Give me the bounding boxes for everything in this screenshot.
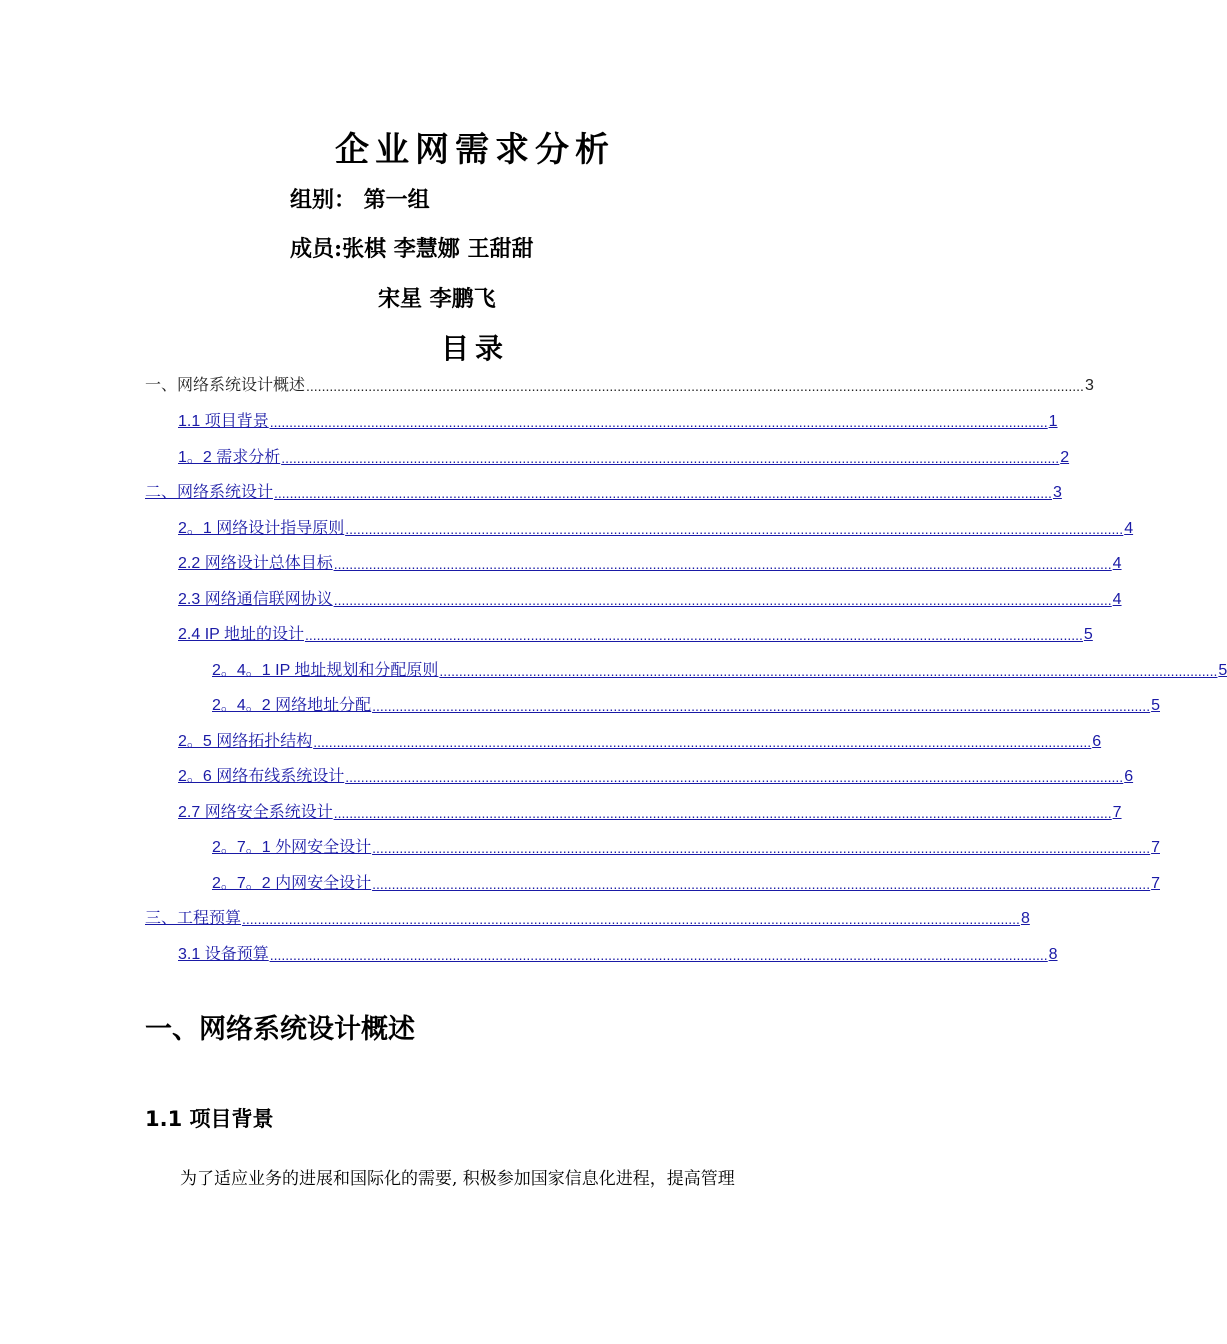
- toc-page-number: 4: [1112, 591, 1122, 608]
- toc-entry[interactable]: [145, 905, 1030, 929]
- toc-dot-leader: ........................................................................................................................................................................................................: [333, 592, 1112, 608]
- toc-entry-title: 2.3 网络通信联网协议: [178, 591, 333, 608]
- toc-dot-leader: ........................................................................................................................................................................................................: [372, 876, 1151, 892]
- toc-entry[interactable]: [178, 763, 1134, 787]
- toc-entry-title: 3.1 设备预算: [178, 946, 269, 963]
- toc-page-number: 8: [1020, 910, 1030, 927]
- toc-page-number: 1: [1048, 413, 1058, 430]
- toc-page-number: 5: [1218, 662, 1227, 679]
- toc-dot-leader: ........................................................................................................................................................................................................: [242, 911, 1020, 927]
- toc-entry[interactable]: [178, 550, 1122, 574]
- toc-dot-leader: ........................................................................................................................................................................................................: [274, 485, 1052, 501]
- toc-entry[interactable]: [178, 586, 1122, 610]
- toc-entry[interactable]: [178, 941, 1058, 965]
- document-title: 企业网需求分析: [335, 130, 615, 170]
- toc-entry[interactable]: [145, 479, 1062, 503]
- toc-entry[interactable]: [178, 444, 1070, 468]
- toc-page-number: 7: [1151, 839, 1160, 856]
- toc-dot-leader: ........................................................................................................................................................................................................: [439, 663, 1218, 679]
- toc-dot-leader: ........................................................................................................................................................................................................: [345, 521, 1124, 537]
- toc-page-number: 6: [1124, 768, 1134, 785]
- toc-entry-title: 2。4。1 IP 地址规划和分配原则: [212, 662, 439, 679]
- toc-entry-title: 2.4 IP 地址的设计: [178, 626, 304, 643]
- toc-entry[interactable]: [178, 728, 1102, 752]
- toc-dot-leader: ........................................................................................................................................................................................................: [313, 734, 1092, 750]
- toc-entry[interactable]: [178, 515, 1134, 539]
- toc-entry-title: 2。4。2 网络地址分配: [212, 697, 372, 714]
- toc-entry-title: 1。2 需求分析: [178, 449, 281, 466]
- toc-dot-leader: ........................................................................................................................................................................................................: [269, 414, 1048, 430]
- toc-dot-leader: ........................................................................................................................................................................................................: [372, 840, 1151, 856]
- toc-entry-title: 二、网络系统设计: [145, 484, 274, 501]
- members-line-1: 成员:张棋 李慧娜 王甜甜: [290, 236, 534, 262]
- toc-dot-leader: ........................................................................................................................................................................................................: [306, 378, 1084, 394]
- toc-entry-title: 2。5 网络拓扑结构: [178, 733, 313, 750]
- toc-page-number: 8: [1048, 946, 1058, 963]
- toc-entry-title: 三、工程预算: [145, 910, 242, 927]
- toc-entry[interactable]: [212, 692, 1160, 716]
- subsection-heading: 1.1 项目背景: [145, 1107, 274, 1131]
- toc-page-number: 5: [1151, 697, 1160, 714]
- toc-dot-leader: ........................................................................................................................................................................................................: [333, 556, 1112, 572]
- toc-page-number: 4: [1112, 555, 1122, 572]
- toc-page-number: 3: [1084, 377, 1094, 394]
- toc-entry-title: 1.1 项目背景: [178, 413, 269, 430]
- toc-entry-title: 2。1 网络设计指导原则: [178, 520, 345, 537]
- toc-entry[interactable]: [178, 799, 1122, 823]
- toc-page-number: 5: [1083, 626, 1093, 643]
- section-heading: 一、网络系统设计概述: [145, 1014, 415, 1045]
- toc-heading: 目录: [440, 332, 509, 365]
- toc-entry[interactable]: [178, 408, 1058, 432]
- toc-dot-leader: ........................................................................................................................................................................................................: [281, 450, 1060, 466]
- group-line: 组别： 第一组: [290, 187, 430, 213]
- members-line-2: 宋星 李鹏飞: [378, 286, 496, 312]
- toc-dot-leader: ........................................................................................................................................................................................................: [304, 627, 1083, 643]
- toc-entry-title: 一、网络系统设计概述: [145, 377, 306, 394]
- toc-page-number: 6: [1092, 733, 1102, 750]
- toc-entry[interactable]: [212, 657, 1227, 681]
- toc-entry-title: 2。7。1 外网安全设计: [212, 839, 372, 856]
- toc-entry-title: 2。6 网络布线系统设计: [178, 768, 345, 785]
- toc-entry-title: 2.7 网络安全系统设计: [178, 804, 333, 821]
- toc-page-number: 7: [1151, 875, 1160, 892]
- toc-entry: [145, 372, 1094, 396]
- toc-entry[interactable]: [212, 834, 1160, 858]
- toc-dot-leader: ........................................................................................................................................................................................................: [345, 769, 1124, 785]
- toc-page-number: 4: [1124, 520, 1134, 537]
- toc-dot-leader: ........................................................................................................................................................................................................: [333, 805, 1112, 821]
- toc-entry[interactable]: [178, 621, 1093, 645]
- toc-page-number: 2: [1060, 449, 1070, 466]
- toc-page-number: 3: [1052, 484, 1062, 501]
- toc-entry-title: 2.2 网络设计总体目标: [178, 555, 333, 572]
- toc-entry[interactable]: [212, 870, 1160, 894]
- body-paragraph: 为了适应业务的进展和国际化的需要, 积极参加国家信息化进程，提高管理: [180, 1169, 735, 1189]
- toc-page-number: 7: [1112, 804, 1122, 821]
- toc-entry-title: 2。7。2 内网安全设计: [212, 875, 372, 892]
- toc-dot-leader: ........................................................................................................................................................................................................: [269, 947, 1048, 963]
- toc-dot-leader: ........................................................................................................................................................................................................: [372, 698, 1151, 714]
